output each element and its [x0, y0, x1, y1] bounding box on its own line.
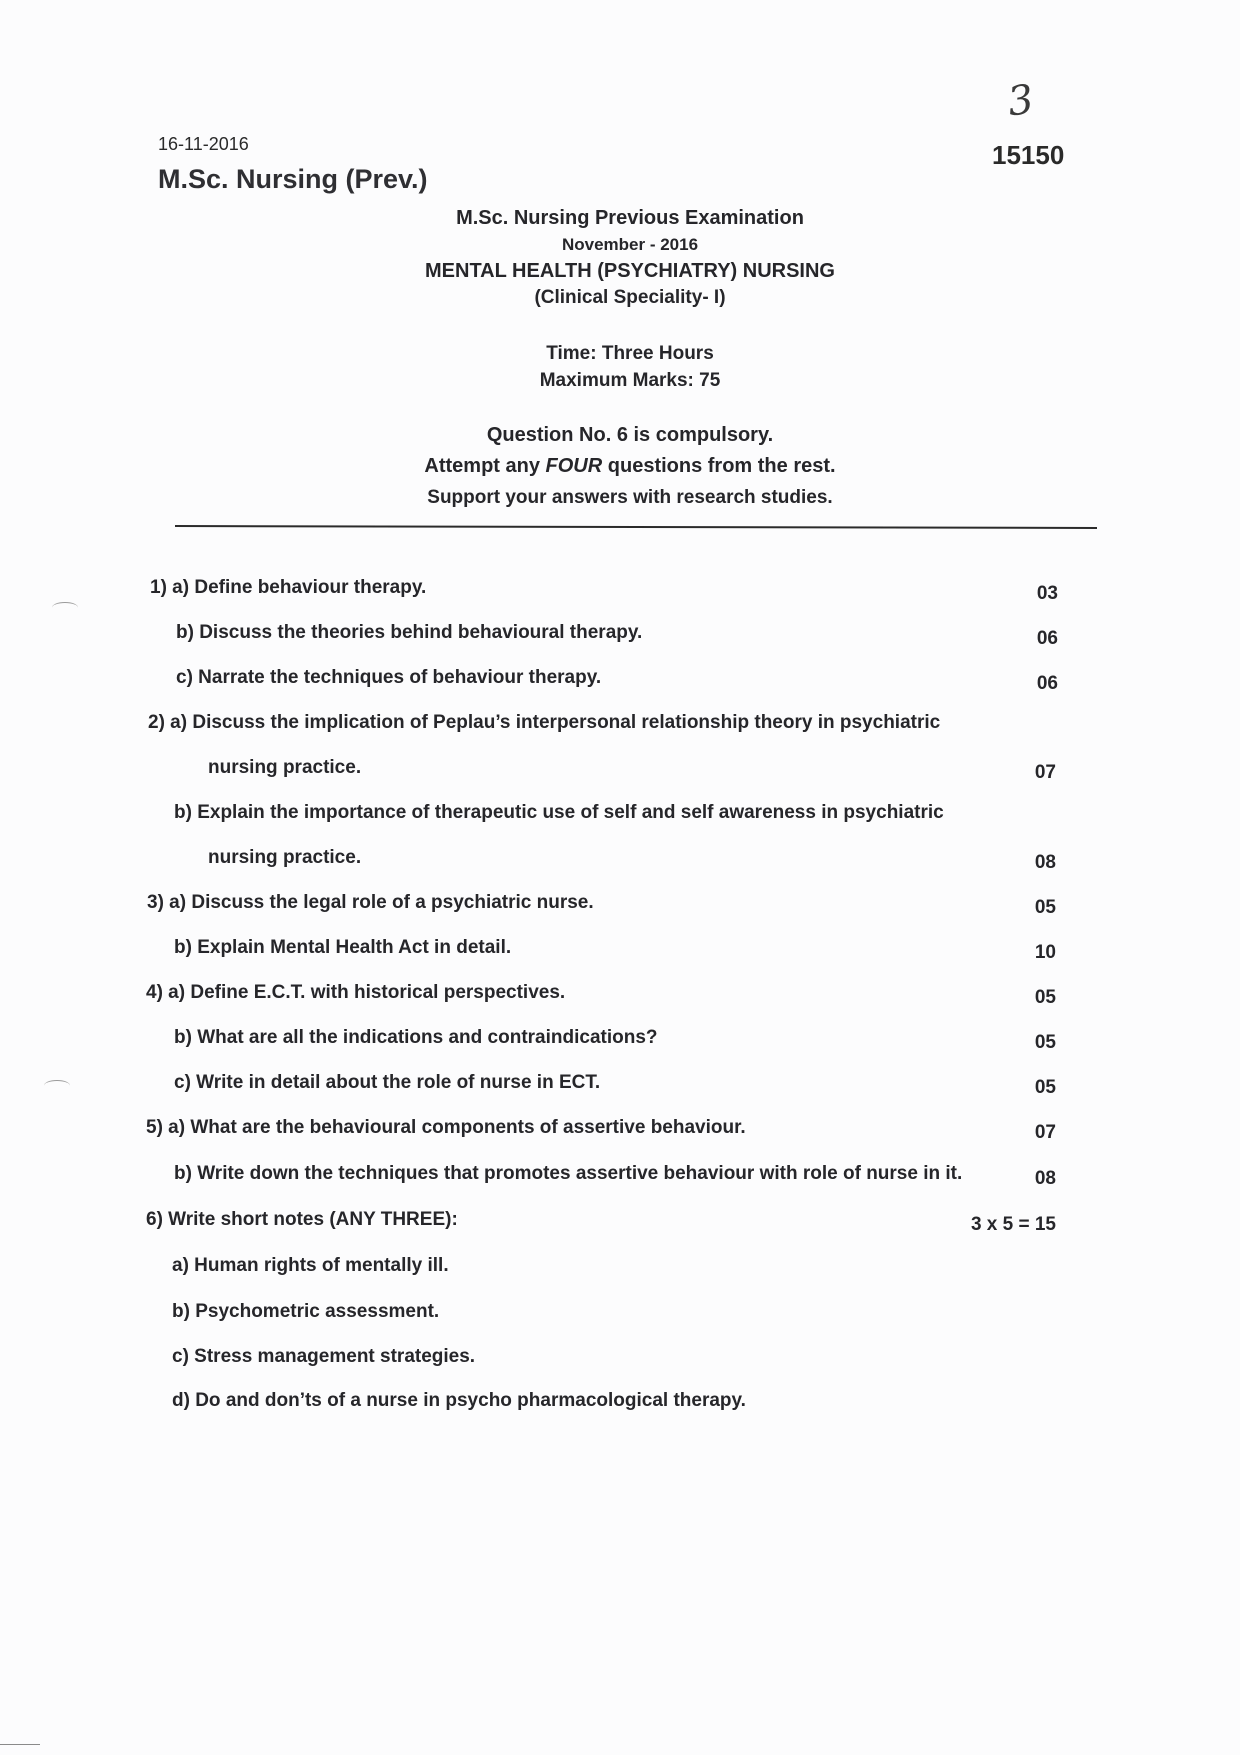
question-marks: 07	[1034, 1122, 1056, 1143]
question-line: b) Explain the importance of therapeutic use of self and self awareness in psychiatric	[174, 802, 944, 823]
question-marks: 05	[1034, 1032, 1056, 1053]
handwritten-page-number: 3	[1004, 76, 1037, 126]
scan-edge-line	[0, 1744, 40, 1745]
question-marks: 03	[1036, 583, 1058, 604]
question-line: b) What are all the indications and contraindications?	[174, 1027, 658, 1048]
instruction-compulsory: Question No. 6 is compulsory.	[486, 424, 774, 446]
question-marks: 06	[1036, 673, 1058, 694]
question-line: 2) a) Discuss the implication of Peplau’s interpersonal relationship theory in psychiatric	[148, 712, 941, 733]
scan-artifact	[52, 602, 78, 613]
time-allowed: Time: Three Hours	[546, 343, 714, 364]
question-line: b) Psychometric assessment.	[172, 1301, 440, 1322]
question-marks: 05	[1034, 897, 1056, 918]
question-line: a) Human rights of mentally ill.	[172, 1255, 449, 1276]
question-line: d) Do and don’ts of a nurse in psycho pharmacological therapy.	[172, 1390, 746, 1411]
instruction-attempt-post: questions from the rest.	[602, 455, 836, 477]
question-line: nursing practice.	[208, 847, 362, 868]
exam-date: 16-11-2016	[158, 134, 249, 154]
question-line: c) Stress management strategies.	[172, 1346, 476, 1367]
subject-title: MENTAL HEALTH (PSYCHIATRY) NURSING	[425, 260, 835, 282]
question-line: nursing practice.	[208, 757, 362, 778]
header-divider	[175, 525, 1097, 529]
question-line: b) Explain Mental Health Act in detail.	[174, 937, 512, 958]
question-marks: 07	[1034, 762, 1056, 783]
question-marks: 08	[1034, 1168, 1056, 1189]
question-line: c) Narrate the techniques of behaviour therapy.	[176, 667, 602, 688]
question-line: 6) Write short notes (ANY THREE):	[146, 1209, 458, 1230]
speciality-subtitle: (Clinical Speciality- I)	[534, 287, 726, 308]
instruction-attempt-pre: Attempt any	[424, 455, 546, 477]
question-line: 3) a) Discuss the legal role of a psychiatric nurse.	[147, 892, 594, 913]
question-marks: 3 x 5 = 15	[970, 1214, 1056, 1235]
paper-code: 15150	[992, 140, 1065, 170]
question-marks: 08	[1034, 852, 1056, 873]
question-marks: 10	[1034, 942, 1056, 963]
question-marks: 05	[1034, 1077, 1056, 1098]
instruction-support: Support your answers with research studies.	[427, 487, 833, 508]
course-title: M.Sc. Nursing (Prev.)	[158, 164, 428, 194]
question-line: b) Write down the techniques that promotes assertive behaviour with role of nurse in it.	[174, 1163, 963, 1184]
exam-session: November - 2016	[561, 235, 699, 254]
maximum-marks: Maximum Marks: 75	[539, 370, 721, 391]
question-line: 1) a) Define behaviour therapy.	[150, 577, 427, 598]
instruction-attempt-emphasis: FOUR	[545, 455, 603, 477]
scan-artifact	[44, 1080, 70, 1091]
question-marks: 06	[1036, 628, 1058, 649]
question-line: c) Write in detail about the role of nurse in ECT.	[174, 1072, 601, 1093]
instruction-attempt	[0, 455, 1240, 478]
question-marks: 05	[1034, 987, 1056, 1008]
question-line: 4) a) Define E.C.T. with historical perspectives.	[146, 982, 566, 1003]
question-line: b) Discuss the theories behind behavioural therapy.	[176, 622, 643, 643]
question-line: 5) a) What are the behavioural components of assertive behaviour.	[146, 1117, 746, 1138]
exam-title: M.Sc. Nursing Previous Examination	[456, 207, 804, 229]
